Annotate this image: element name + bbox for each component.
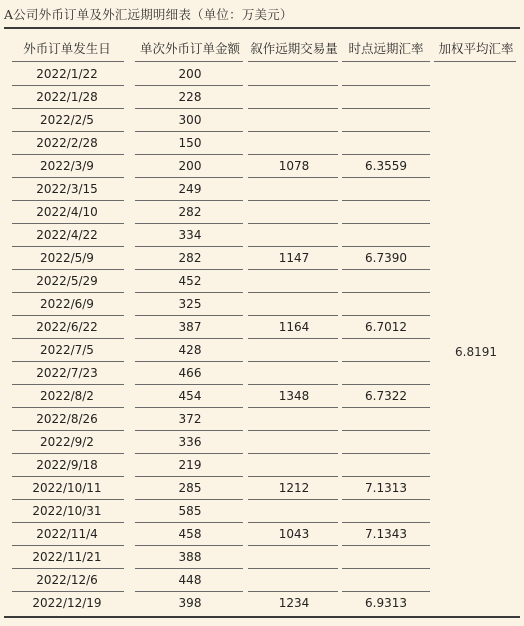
cell-date: 2022/1/28	[36, 90, 98, 104]
row-rule	[342, 108, 430, 109]
row-rule	[135, 223, 243, 224]
row-rule	[342, 545, 430, 546]
cell-amount: 334	[178, 228, 202, 242]
cell-forward-rate: 6.7390	[365, 251, 407, 265]
row-rule	[248, 476, 338, 477]
row-rule	[248, 522, 338, 523]
row-rule	[248, 430, 338, 431]
row-rule	[135, 568, 243, 569]
cell-date: 2022/5/29	[36, 274, 98, 288]
cell-forward-rate: 6.9313	[365, 596, 407, 610]
row-rule	[135, 108, 243, 109]
row-rule	[248, 591, 338, 592]
cell-amount: 228	[178, 90, 202, 104]
cell-date: 2022/9/2	[40, 435, 94, 449]
row-rule	[248, 315, 338, 316]
row-rule	[135, 85, 243, 86]
row-rule	[12, 131, 124, 132]
cell-date: 2022/11/21	[32, 550, 102, 564]
row-rule	[135, 131, 243, 132]
cell-date: 2022/8/26	[36, 412, 98, 426]
row-rule	[342, 85, 430, 86]
cell-date: 2022/12/19	[32, 596, 102, 610]
cell-amount: 452	[178, 274, 202, 288]
row-rule	[12, 499, 124, 500]
cell-amount: 448	[178, 573, 202, 587]
row-rule	[12, 568, 124, 569]
row-rule	[248, 246, 338, 247]
row-rule	[135, 177, 243, 178]
row-rule	[12, 246, 124, 247]
column-rule	[434, 61, 516, 62]
row-rule	[135, 246, 243, 247]
cell-amount: 454	[178, 389, 202, 403]
row-rule	[342, 154, 430, 155]
cell-amount: 466	[178, 366, 202, 380]
cell-date: 2022/9/18	[36, 458, 98, 472]
row-rule	[248, 154, 338, 155]
row-rule	[342, 292, 430, 293]
cell-date: 2022/2/28	[36, 136, 98, 150]
row-rule	[248, 568, 338, 569]
row-rule	[342, 361, 430, 362]
row-rule	[248, 338, 338, 339]
cell-forward-rate: 7.1343	[365, 527, 407, 541]
cell-date: 2022/6/22	[36, 320, 98, 334]
row-rule	[12, 522, 124, 523]
row-rule	[342, 591, 430, 592]
header-date: 外币订单发生日	[23, 41, 111, 56]
row-rule	[135, 453, 243, 454]
row-rule	[248, 453, 338, 454]
row-rule	[12, 177, 124, 178]
row-rule	[342, 476, 430, 477]
row-rule	[12, 200, 124, 201]
column-rule	[12, 61, 124, 62]
header-forward-rate: 时点远期汇率	[348, 41, 424, 56]
row-rule	[342, 522, 430, 523]
row-rule	[135, 338, 243, 339]
row-rule	[12, 430, 124, 431]
row-rule	[135, 154, 243, 155]
row-rule	[248, 499, 338, 500]
row-rule	[342, 269, 430, 270]
cell-amount: 428	[178, 343, 202, 357]
row-rule	[342, 177, 430, 178]
row-rule	[342, 338, 430, 339]
cell-date: 2022/10/11	[32, 481, 102, 495]
column-rule	[135, 61, 243, 62]
table-title: A公司外币订单及外汇远期明细表（单位：万美元）	[4, 7, 293, 22]
cell-forward-volume: 1043	[278, 527, 310, 541]
row-rule	[135, 384, 243, 385]
cell-amount: 398	[178, 596, 202, 610]
row-rule	[135, 269, 243, 270]
cell-forward-volume: 1078	[278, 159, 310, 173]
row-rule	[342, 568, 430, 569]
row-rule	[135, 292, 243, 293]
cell-date: 2022/2/5	[40, 113, 94, 127]
row-rule	[248, 177, 338, 178]
cell-amount: 200	[178, 67, 202, 81]
cell-forward-volume: 1234	[278, 596, 310, 610]
row-rule	[12, 384, 124, 385]
cell-date: 2022/7/5	[40, 343, 94, 357]
cell-date: 2022/10/31	[32, 504, 102, 518]
header-weighted-average: 加权平均汇率	[438, 41, 514, 56]
cell-date: 2022/4/10	[36, 205, 98, 219]
row-rule	[12, 338, 124, 339]
cell-amount: 585	[178, 504, 202, 518]
column-rule	[342, 61, 430, 62]
weighted-average-rate: 6.8191	[455, 345, 497, 359]
row-rule	[342, 453, 430, 454]
header-forward-volume: 叙作远期交易量	[250, 41, 338, 56]
cell-forward-volume: 1147	[278, 251, 310, 265]
row-rule	[12, 361, 124, 362]
cell-date: 2022/3/15	[36, 182, 98, 196]
cell-amount: 285	[178, 481, 202, 495]
row-rule	[12, 591, 124, 592]
cell-amount: 300	[178, 113, 202, 127]
cell-forward-volume: 1164	[278, 320, 310, 334]
row-rule	[342, 407, 430, 408]
cell-forward-volume: 1348	[278, 389, 310, 403]
cell-forward-rate: 7.1313	[365, 481, 407, 495]
row-rule	[12, 154, 124, 155]
row-rule	[12, 223, 124, 224]
row-rule	[248, 200, 338, 201]
row-rule	[135, 361, 243, 362]
row-rule	[135, 430, 243, 431]
row-rule	[248, 292, 338, 293]
cell-amount: 282	[178, 251, 202, 265]
cell-date: 2022/11/4	[36, 527, 98, 541]
row-rule	[342, 200, 430, 201]
cell-amount: 249	[178, 182, 202, 196]
row-rule	[342, 131, 430, 132]
cell-amount: 372	[178, 412, 202, 426]
cell-date: 2022/6/9	[40, 297, 94, 311]
row-rule	[135, 200, 243, 201]
row-rule	[135, 315, 243, 316]
cell-date: 2022/3/9	[40, 159, 94, 173]
row-rule	[342, 430, 430, 431]
cell-amount: 325	[178, 297, 202, 311]
row-rule	[12, 315, 124, 316]
row-rule	[248, 269, 338, 270]
cell-forward-rate: 6.7322	[365, 389, 407, 403]
row-rule	[248, 108, 338, 109]
row-rule	[248, 407, 338, 408]
cell-amount: 150	[178, 136, 202, 150]
row-rule	[12, 453, 124, 454]
cell-amount: 282	[178, 205, 202, 219]
cell-amount: 387	[178, 320, 202, 334]
cell-forward-volume: 1212	[278, 481, 310, 495]
column-rule	[248, 61, 338, 62]
row-rule	[135, 407, 243, 408]
row-rule	[12, 108, 124, 109]
row-rule	[248, 85, 338, 86]
row-rule	[342, 315, 430, 316]
cell-forward-rate: 6.7012	[365, 320, 407, 334]
row-rule	[12, 407, 124, 408]
row-rule	[135, 591, 243, 592]
row-rule	[342, 499, 430, 500]
cell-forward-rate: 6.3559	[365, 159, 407, 173]
row-rule	[12, 269, 124, 270]
row-rule	[12, 476, 124, 477]
cell-amount: 388	[178, 550, 202, 564]
cell-date: 2022/7/23	[36, 366, 98, 380]
row-rule	[135, 499, 243, 500]
header-amount: 单次外币订单金额	[139, 41, 240, 56]
cell-date: 2022/5/9	[40, 251, 94, 265]
row-rule	[248, 223, 338, 224]
row-rule	[12, 545, 124, 546]
cell-date: 2022/1/22	[36, 67, 98, 81]
cell-amount: 336	[178, 435, 202, 449]
cell-amount: 200	[178, 159, 202, 173]
row-rule	[342, 246, 430, 247]
row-rule	[135, 476, 243, 477]
row-rule	[248, 545, 338, 546]
row-rule	[248, 361, 338, 362]
cell-amount: 219	[178, 458, 202, 472]
row-rule	[248, 131, 338, 132]
cell-amount: 458	[178, 527, 202, 541]
cell-date: 2022/4/22	[36, 228, 98, 242]
row-rule	[135, 522, 243, 523]
cell-date: 2022/12/6	[36, 573, 98, 587]
row-rule	[12, 292, 124, 293]
row-rule	[248, 384, 338, 385]
row-rule	[12, 85, 124, 86]
cell-date: 2022/8/2	[40, 389, 94, 403]
row-rule	[342, 384, 430, 385]
forex-table	[4, 27, 520, 618]
row-rule	[342, 223, 430, 224]
row-rule	[135, 545, 243, 546]
